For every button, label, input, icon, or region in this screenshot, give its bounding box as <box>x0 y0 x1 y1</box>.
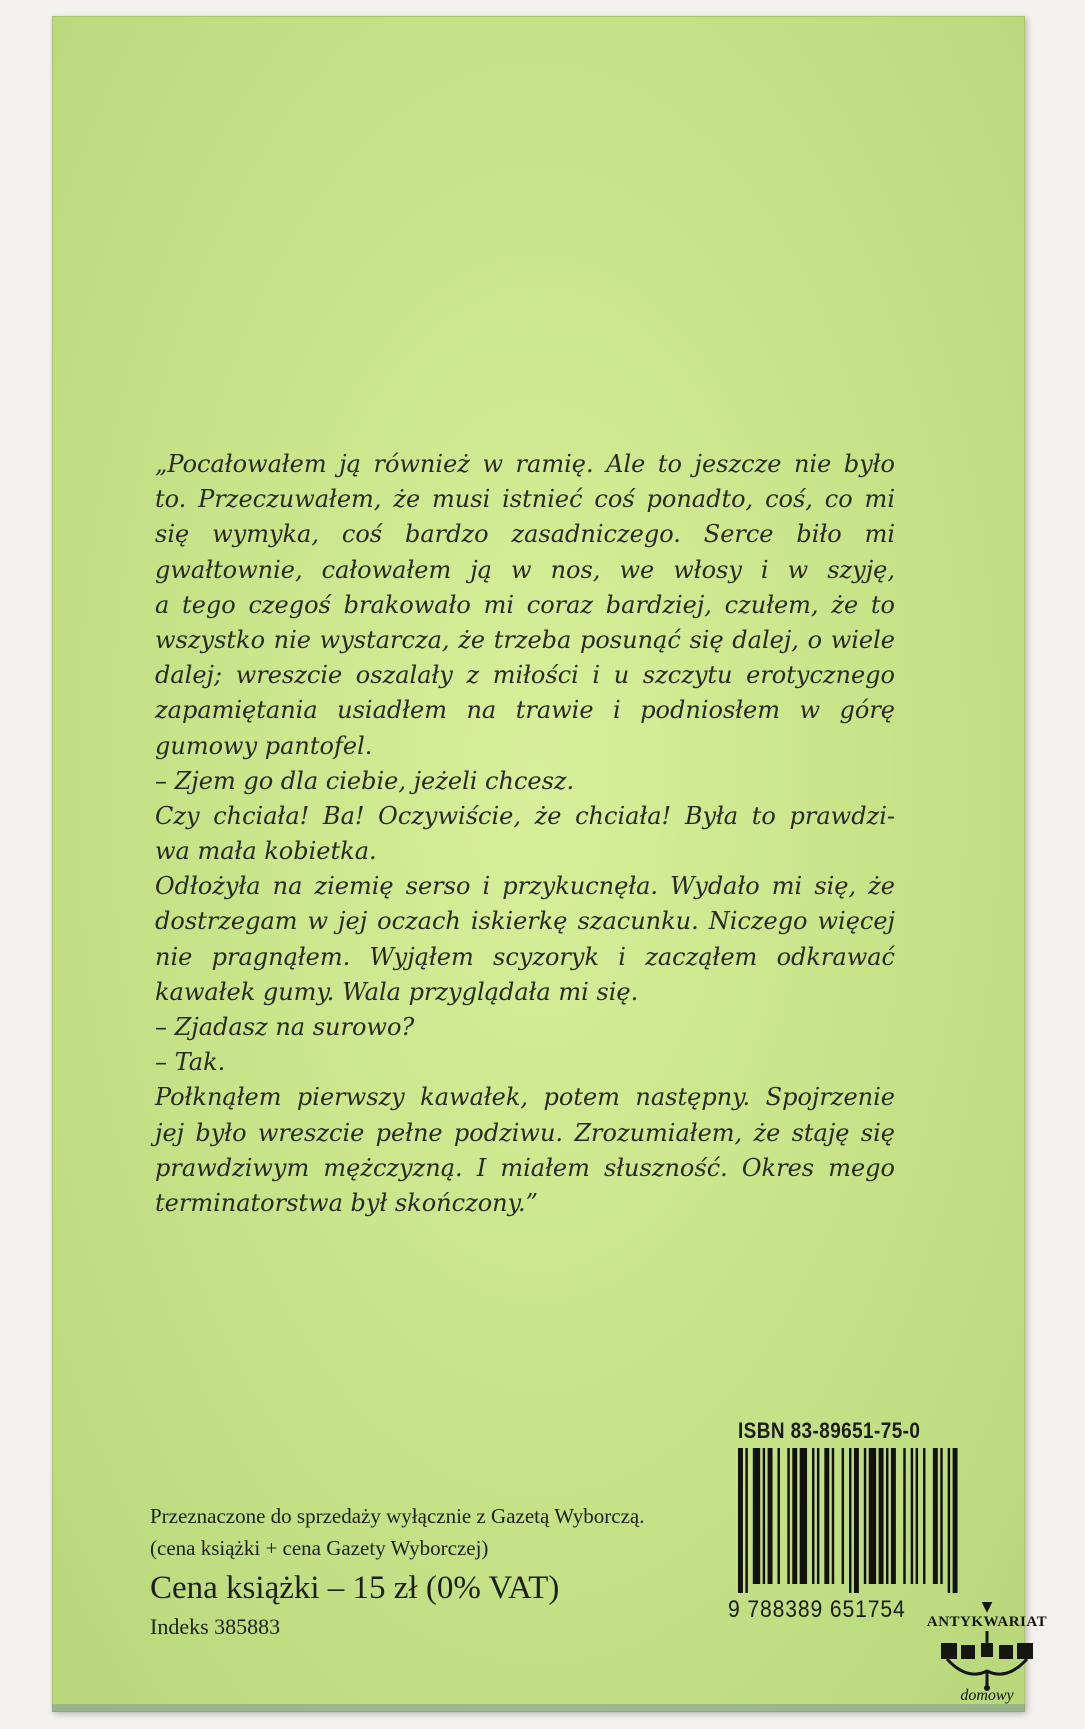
excerpt-line: się wymyka, coś bardzo zasadniczego. Serce biło mi <box>155 520 895 549</box>
stamp-arrow-icon: ▼ <box>981 1599 993 1615</box>
book-price: Cena książki – 15 zł (0% VAT) <box>150 1570 560 1606</box>
price-note: (cena książki + cena Gazety Wyborczej) <box>150 1536 489 1560</box>
excerpt-line: Odłożyła na ziemię serso i przykucnęła. Wydało mi się, że <box>155 872 895 901</box>
excerpt-line: wszystko nie wystarcza, że trzeba posunąć się dalej, o wiele <box>155 625 895 654</box>
antykwariat-watermark <box>922 1600 1052 1725</box>
excerpt-line: wa mała kobietka. <box>155 837 377 866</box>
excerpt-line: gwałtownie, całowałem ją w nos, we włosy i w szyję, <box>155 555 895 584</box>
isbn-label: ISBN 83-89651-75-0 <box>738 1418 921 1443</box>
excerpt-line: kawałek gumy. Wala przyglądała mi się. <box>155 977 639 1006</box>
excerpt-line: – Tak. <box>155 1048 226 1077</box>
excerpt-line: – Zjadasz na surowo? <box>155 1013 415 1041</box>
excerpt-line: nie pragnąłem. Wyjąłem scyzoryk i zacząłem odkrawać <box>155 942 895 971</box>
barcode <box>738 1448 960 1593</box>
excerpt-line: jej było wreszcie pełne podziwu. Zrozumiałem, że staję się <box>155 1118 895 1147</box>
excerpt-line: gumowy pantofel. <box>155 731 373 760</box>
stamp-word: ANTYKWARIAT <box>926 1614 1048 1630</box>
excerpt-line: Połknąłem pierwszy kawałek, potem następny. Spojrzenie <box>155 1083 895 1112</box>
excerpt-line: zapamiętania usiadłem na trawie i podniosłem w górę <box>155 696 895 725</box>
excerpt-line: dostrzegam w jej oczach iskierkę szacunku. Niczego więcej <box>155 907 895 936</box>
book-excerpt <box>155 447 895 1221</box>
barcode-number: 9 788389 651754 <box>728 1596 906 1623</box>
excerpt-line: prawdziwym mężczyzną. I miałem słuszność. Okres mego <box>155 1153 895 1182</box>
excerpt-line: a tego czegoś brakowało mi coraz bardziej, czułem, że to <box>155 590 895 619</box>
excerpt-line: Czy chciała! Ba! Oczywiście, że chciała! Była to prawdzi- <box>155 801 895 830</box>
stamp-subtitle: domowy <box>960 1687 1014 1704</box>
excerpt-line: terminatorstwa był skończony.” <box>155 1188 538 1217</box>
excerpt-line: – Zjem go dla ciebie, jeżeli chcesz. <box>155 766 575 795</box>
sale-note: Przeznaczone do sprzedaży wyłącznie z Gazetą Wyborczą. <box>150 1504 645 1528</box>
chandelier-icon <box>937 1631 1037 1691</box>
sale-info <box>150 1500 644 1644</box>
excerpt-line: dalej; wreszcie oszalały z miłości i u szczytu erotycznego <box>155 661 895 690</box>
index-number: Indeks 385883 <box>150 1614 281 1639</box>
excerpt-line: „Pocałowałem ją również w ramię. Ale to jeszcze nie było <box>155 450 895 478</box>
excerpt-line: to. Przeczuwałem, że musi istnieć coś ponadto, coś, co mi <box>155 485 895 514</box>
